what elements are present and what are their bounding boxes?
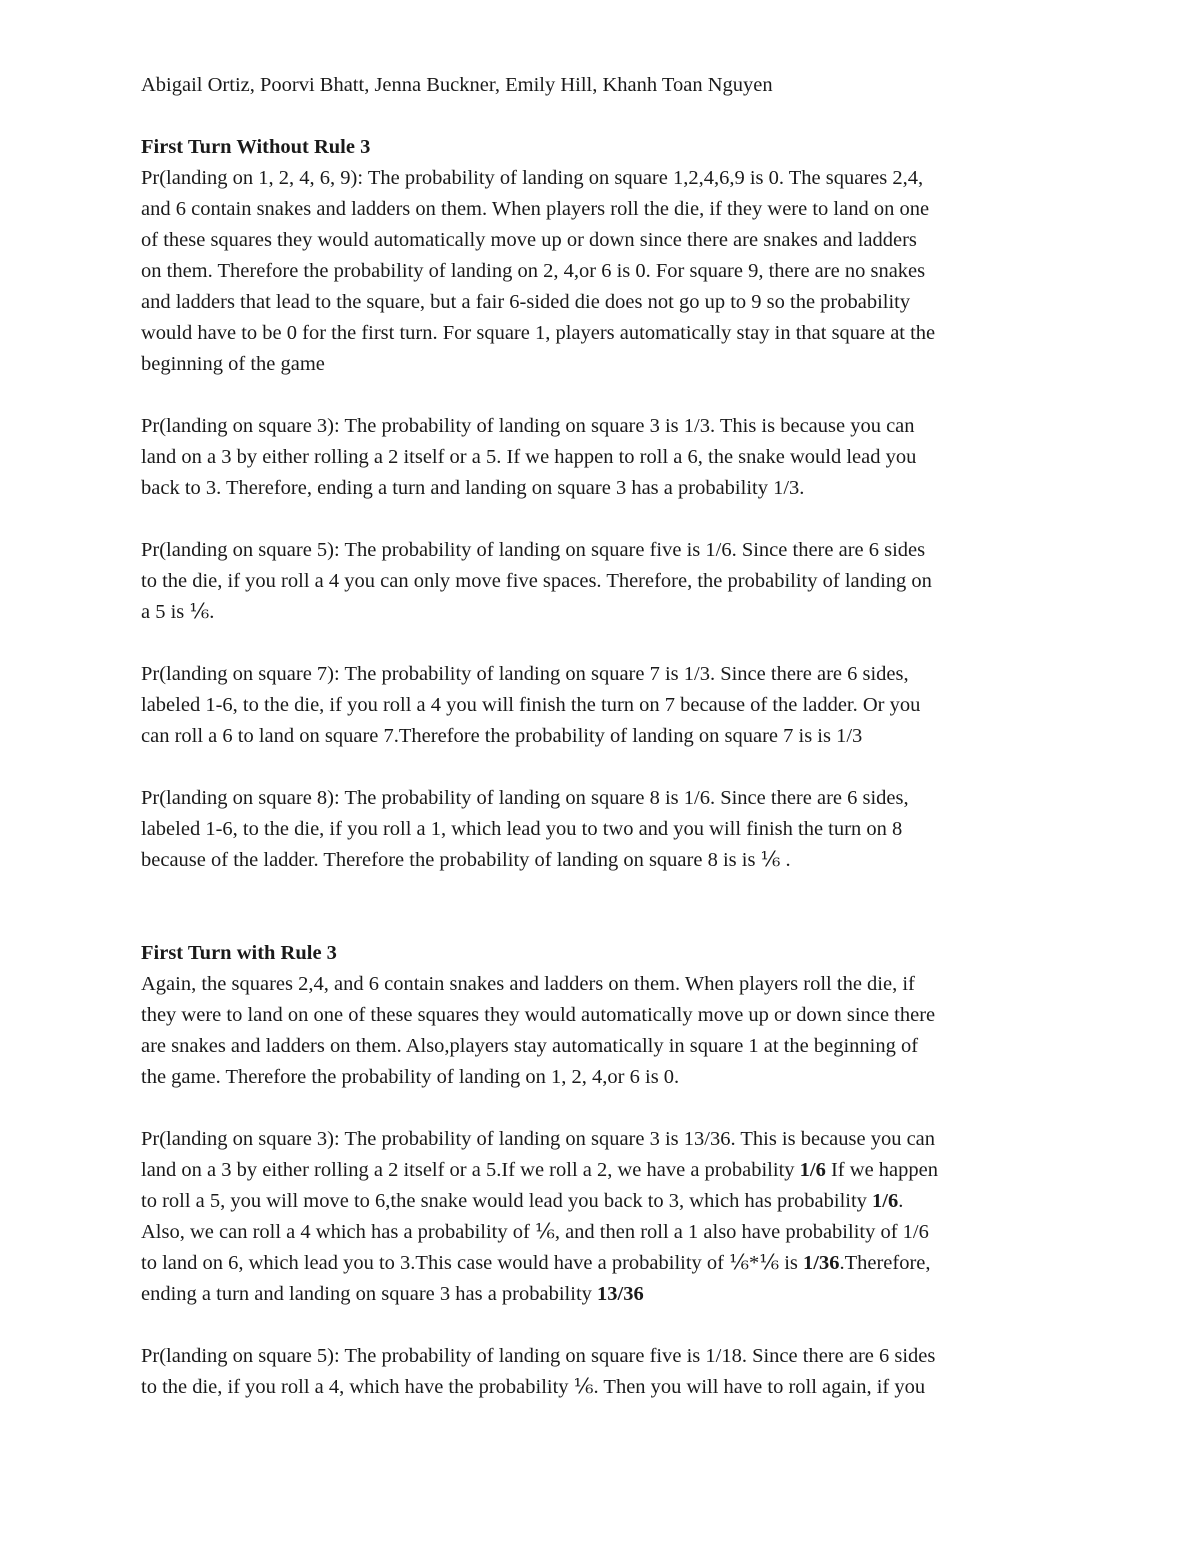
paragraph-line: Pr(landing on square 8): The probability of landing on square 8 is 1/6. Since there are 6 sides, xyxy=(141,787,909,809)
bold-probability: 1/6 xyxy=(872,1190,899,1212)
paragraph-line: would have to be 0 for the first turn. For square 1, players automatically stay in that square at the xyxy=(141,322,936,344)
paragraph-line: Pr(landing on square 7): The probability of landing on square 7 is 1/3. Since there are 6 sides, xyxy=(141,663,909,685)
paragraph-line: are snakes and ladders on them. Also,players stay automatically in square 1 at the beginning of xyxy=(141,1035,919,1057)
paragraph-line: Pr(landing on square 3): The probability of landing on square 3 is 1/3. This is because you can xyxy=(141,415,915,437)
text-run: If we happen xyxy=(825,1159,938,1181)
paragraph-line: and 6 contain snakes and ladders on them. When players roll the die, if they were to land on one xyxy=(141,198,930,220)
text-run: ending a turn and landing on square 3 has a probability xyxy=(141,1283,598,1305)
paragraph-line: Pr(landing on 1, 2, 4, 6, 9): The probability of landing on square 1,2,4,6,9 is 0. The squares 2,4, xyxy=(141,167,924,189)
spacer xyxy=(141,504,1071,535)
spacer xyxy=(141,101,1071,132)
paragraph-line: beginning of the game xyxy=(141,353,325,375)
paragraph-line xyxy=(141,1279,1071,1310)
text-run: to land on 6, which lead you to 3.This case would have a probability of ⅙*⅙ is xyxy=(141,1252,804,1274)
bold-probability: 1/6 xyxy=(799,1159,826,1181)
paragraph-line: Again, the squares 2,4, and 6 contain snakes and ladders on them. When players roll the die, if xyxy=(141,973,915,995)
paragraph-line xyxy=(141,1248,1071,1279)
paragraph-line: Pr(landing on square 5): The probability of landing on square five is 1/18. Since there are 6 sides xyxy=(141,1345,936,1367)
paragraph-line: of these squares they would automatically move up or down since there are snakes and ladders xyxy=(141,229,917,251)
spacer xyxy=(141,876,1071,907)
paragraph-line: because of the ladder. Therefore the probability of landing on square 8 is is ⅙ . xyxy=(141,849,791,871)
text-run: to roll a 5, you will move to 6,the snake would lead you back to 3, which has probability xyxy=(141,1190,873,1212)
paragraph-line: Also, we can roll a 4 which has a probability of ⅙, and then roll a 1 also have probability of 1/6 xyxy=(141,1221,929,1243)
paragraph-line: and ladders that lead to the square, but a fair 6-sided die does not go up to 9 so the probability xyxy=(141,291,911,313)
authors-line: Abigail Ortiz, Poorvi Bhatt, Jenna Buckner, Emily Hill, Khanh Toan Nguyen xyxy=(141,74,773,96)
spacer xyxy=(141,752,1071,783)
spacer xyxy=(141,907,1071,938)
paragraph-line: Pr(landing on square 5): The probability of landing on square five is 1/6. Since there are 6 sides xyxy=(141,539,926,561)
spacer xyxy=(141,1093,1071,1124)
text-run: . xyxy=(898,1190,904,1212)
paragraph-line: Pr(landing on square 3): The probability of landing on square 3 is 13/36. This is because you can xyxy=(141,1128,936,1150)
paragraph-line: labeled 1-6, to the die, if you roll a 1, which lead you to two and you will finish the turn on 8 xyxy=(141,818,903,840)
paragraph-line: to the die, if you roll a 4, which have the probability ⅙. Then you will have to roll again, if you xyxy=(141,1376,926,1398)
paragraph-line: labeled 1-6, to the die, if you roll a 4 you will finish the turn on 7 because of the ladder. Or you xyxy=(141,694,921,716)
paragraph-line xyxy=(141,1155,1071,1186)
paragraph-line: a 5 is ⅙. xyxy=(141,601,215,623)
spacer xyxy=(141,1310,1071,1341)
text-run: land on a 3 by either rolling a 2 itself or a 5.If we roll a 2, we have a probability xyxy=(141,1159,800,1181)
section-heading-without-rule-3: First Turn Without Rule 3 xyxy=(141,136,371,158)
paragraph-line: back to 3. Therefore, ending a turn and landing on square 3 has a probability 1/3. xyxy=(141,477,805,499)
paragraph-line: land on a 3 by either rolling a 2 itself or a 5. If we happen to roll a 6, the snake would lead you xyxy=(141,446,917,468)
bold-probability: 1/36 xyxy=(803,1252,840,1274)
paragraph-line: on them. Therefore the probability of landing on 2, 4,or 6 is 0. For square 9, there are no snakes xyxy=(141,260,926,282)
section-heading-with-rule-3: First Turn with Rule 3 xyxy=(141,942,337,964)
document-page xyxy=(141,70,1071,1403)
paragraph-line xyxy=(141,1186,1071,1217)
spacer xyxy=(141,380,1071,411)
paragraph-line: they were to land on one of these squares they would automatically move up or down since there xyxy=(141,1004,936,1026)
spacer xyxy=(141,628,1071,659)
bold-probability: 13/36 xyxy=(597,1283,644,1305)
text-run: .Therefore, xyxy=(839,1252,931,1274)
paragraph-line: the game. Therefore the probability of landing on 1, 2, 4,or 6 is 0. xyxy=(141,1066,680,1088)
paragraph-line: to the die, if you roll a 4 you can only move five spaces. Therefore, the probability of landing on xyxy=(141,570,932,592)
paragraph-line: can roll a 6 to land on square 7.Therefore the probability of landing on square 7 is is 1/3 xyxy=(141,725,863,747)
